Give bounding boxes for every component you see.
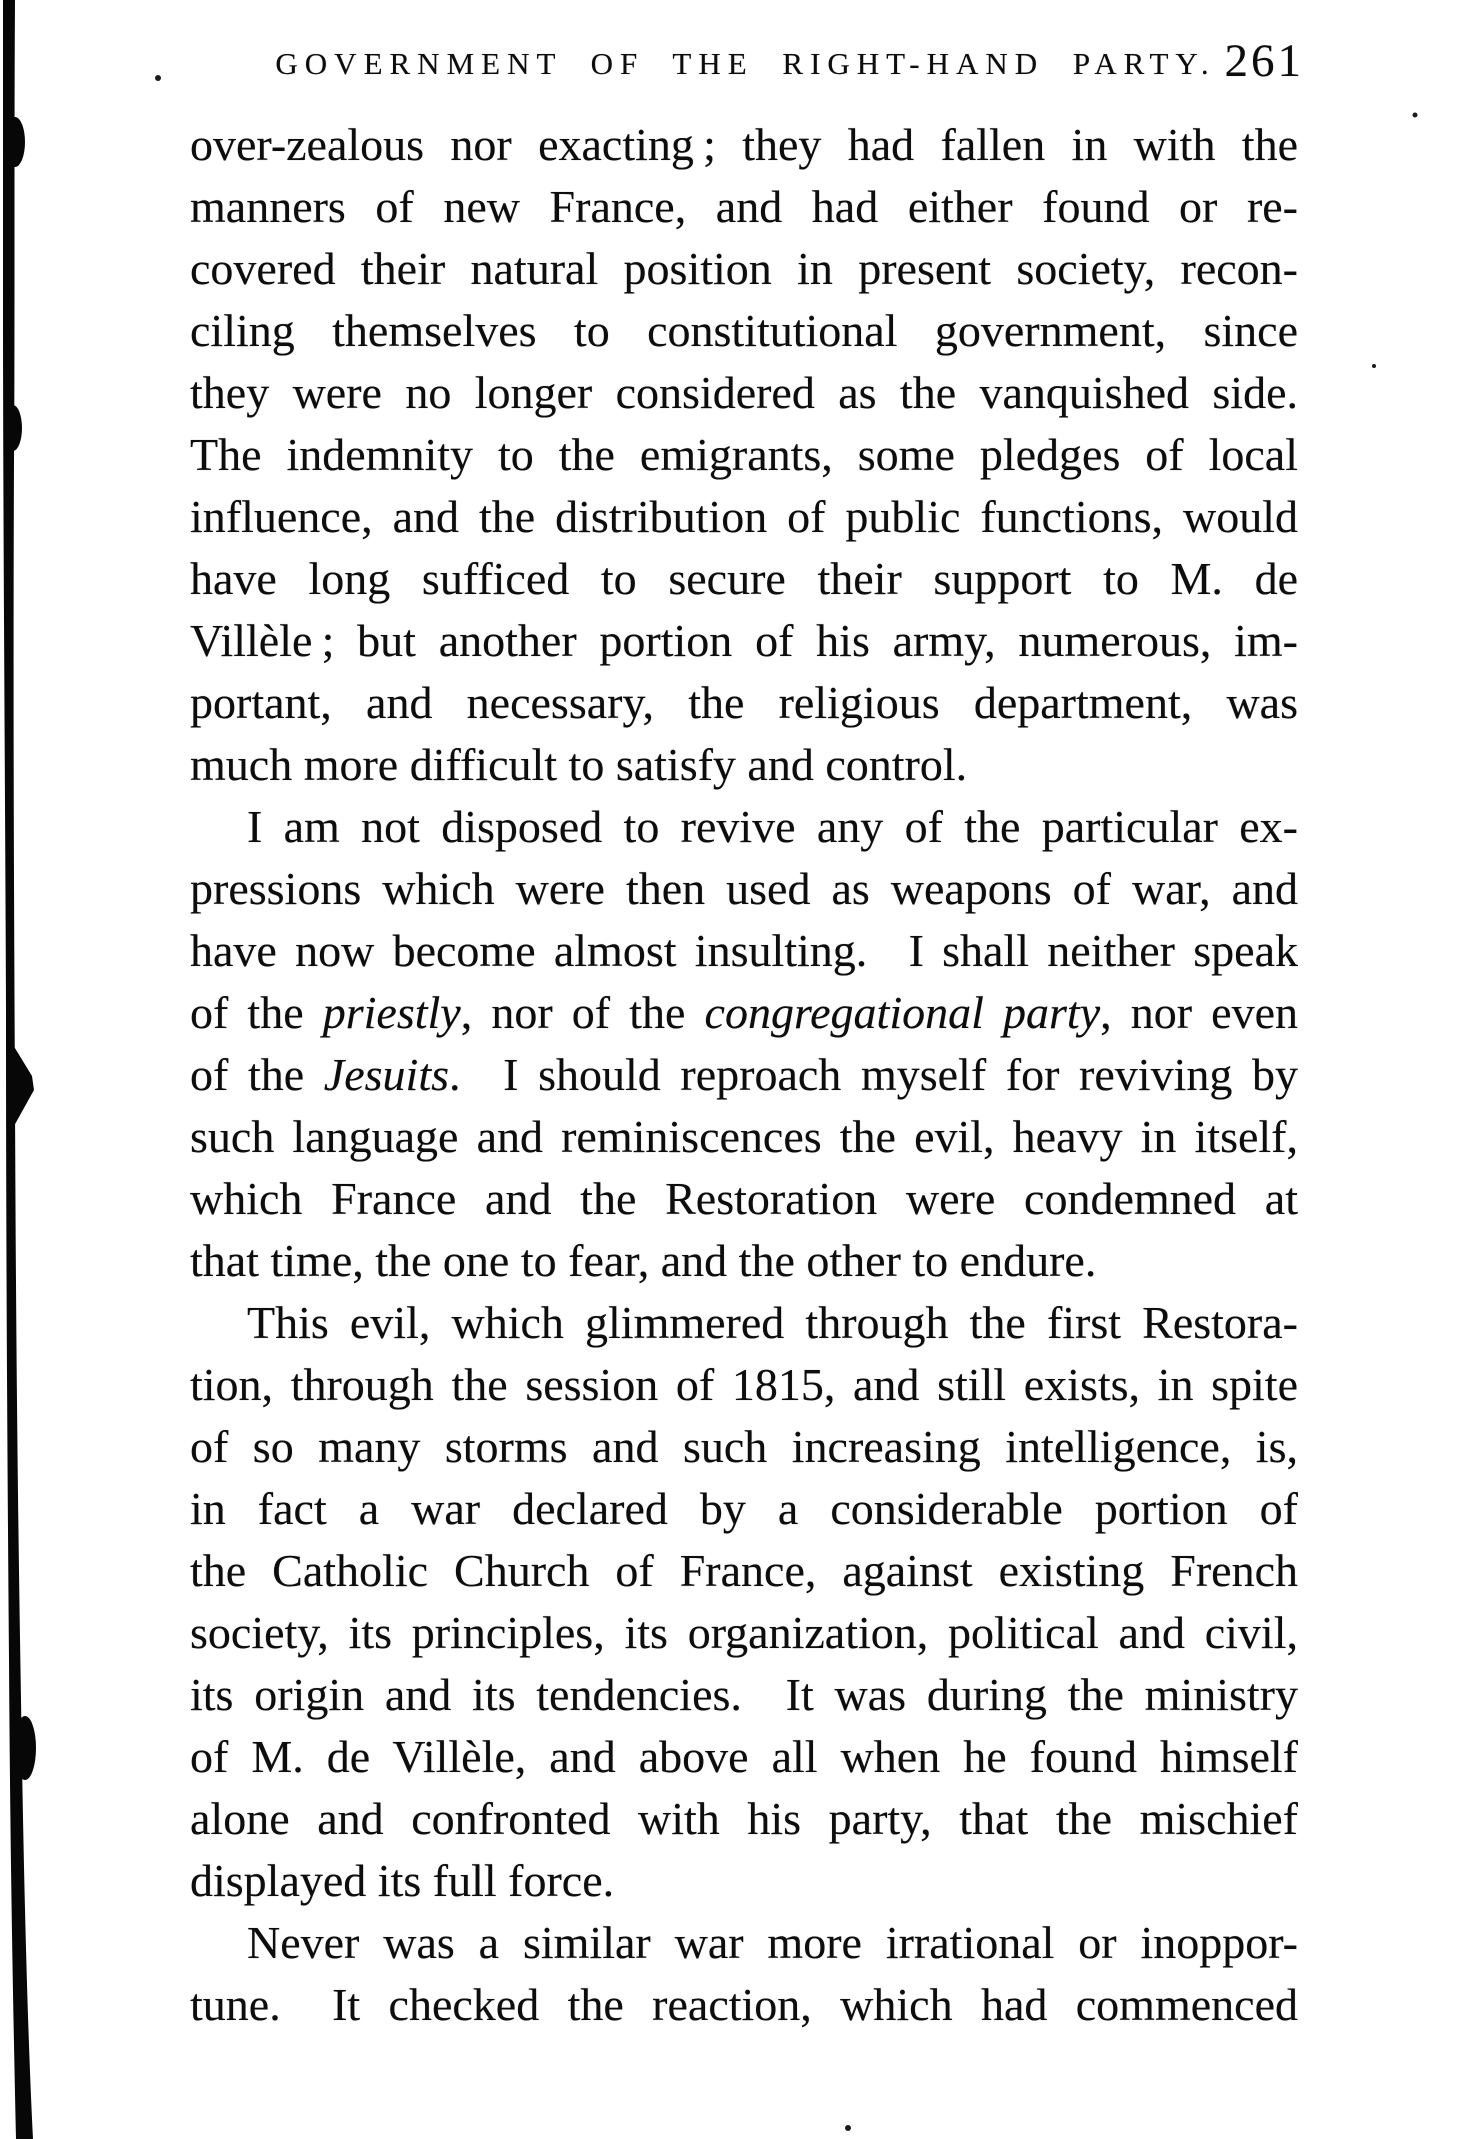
text-line: displayed its full force. bbox=[190, 1855, 615, 1906]
paragraph bbox=[190, 1292, 1298, 1912]
paragraph bbox=[190, 114, 1298, 796]
text-line: the Catholic Church of France, against existing French bbox=[190, 1545, 1298, 1596]
body-text bbox=[190, 114, 1298, 2036]
text-line: they were no longer considered as the vanquished side. bbox=[190, 367, 1298, 418]
ink-speck bbox=[155, 75, 161, 81]
ink-speck bbox=[1413, 113, 1418, 118]
text-line: that time, the one to fear, and the other to endure. bbox=[190, 1235, 1097, 1286]
text-line: alone and confronted with his party, that the mischief bbox=[190, 1793, 1298, 1844]
text-line: manners of new France, and had either found or re- bbox=[190, 181, 1298, 232]
text-line: pressions which were then used as weapons of war, and bbox=[190, 863, 1298, 914]
text-line: tune. It checked the reaction, which had commenced bbox=[190, 1979, 1298, 2030]
ink-speck bbox=[845, 2125, 851, 2131]
text-line: have now become almost insulting. I shall neither speak bbox=[190, 925, 1298, 976]
text-line: in fact a war declared by a considerable portion of bbox=[190, 1483, 1298, 1534]
text-line: portant, and necessary, the religious department, was bbox=[190, 677, 1298, 728]
page-number: 261 bbox=[1224, 35, 1304, 87]
text-line: ciling themselves to constitutional government, since bbox=[190, 305, 1298, 356]
ink-speck bbox=[1372, 364, 1376, 368]
text-line: I am not disposed to revive any of the particular ex- bbox=[247, 801, 1298, 852]
text-line: of M. de Villèle, and above all when he found himself bbox=[190, 1731, 1298, 1782]
italic-text: priestly bbox=[322, 987, 461, 1038]
page-header bbox=[193, 35, 1304, 108]
text-line: influence, and the distribution of public functions, would bbox=[190, 491, 1298, 542]
binding-blob-artifact bbox=[5, 117, 25, 167]
text-line: which France and the Restoration were condemned at bbox=[190, 1173, 1298, 1224]
running-title: GOVERNMENT OF THE RIGHT-HAND PARTY. bbox=[275, 46, 1216, 81]
binding-bar-artifact bbox=[3, 0, 33, 2139]
text-line: Never was a similar war more irrational or inoppor- bbox=[247, 1917, 1298, 1968]
text-line: This evil, which glimmered through the first Restora- bbox=[247, 1297, 1298, 1348]
paragraph bbox=[190, 1912, 1298, 2036]
text-line: much more difficult to satisfy and control. bbox=[190, 739, 968, 790]
text-line: society, its principles, its organization, political and civil, bbox=[190, 1607, 1298, 1658]
text-line: tion, through the session of 1815, and still exists, in spite bbox=[190, 1359, 1298, 1410]
binding-blob-artifact bbox=[10, 1040, 34, 1126]
binding-blob-artifact bbox=[4, 405, 22, 451]
text-line: of so many storms and such increasing intelligence, is, bbox=[190, 1421, 1298, 1472]
text-line: have long sufficed to secure their support to M. de bbox=[190, 553, 1298, 604]
text-line: of the Jesuits. I should reproach myself for reviving by bbox=[190, 1049, 1298, 1100]
binding-blob-artifact bbox=[14, 1716, 36, 1780]
text-line: covered their natural position in present society, recon- bbox=[190, 243, 1298, 294]
italic-text: Jesuits bbox=[323, 1049, 449, 1100]
text-line: over-zealous nor exacting ; they had fallen in with the bbox=[190, 119, 1298, 170]
text-line: its origin and its tendencies. It was during the ministry bbox=[190, 1669, 1298, 1720]
text-line: The indemnity to the emigrants, some pledges of local bbox=[190, 429, 1298, 480]
italic-text: congregational party bbox=[704, 987, 1101, 1038]
text-line: such language and reminiscences the evil, heavy in itself, bbox=[190, 1111, 1298, 1162]
text-line: of the priestly, nor of the congregational party, nor even bbox=[190, 987, 1298, 1038]
text-line: Villèle ; but another portion of his army, numerous, im- bbox=[190, 615, 1298, 666]
paragraph bbox=[190, 796, 1298, 1292]
